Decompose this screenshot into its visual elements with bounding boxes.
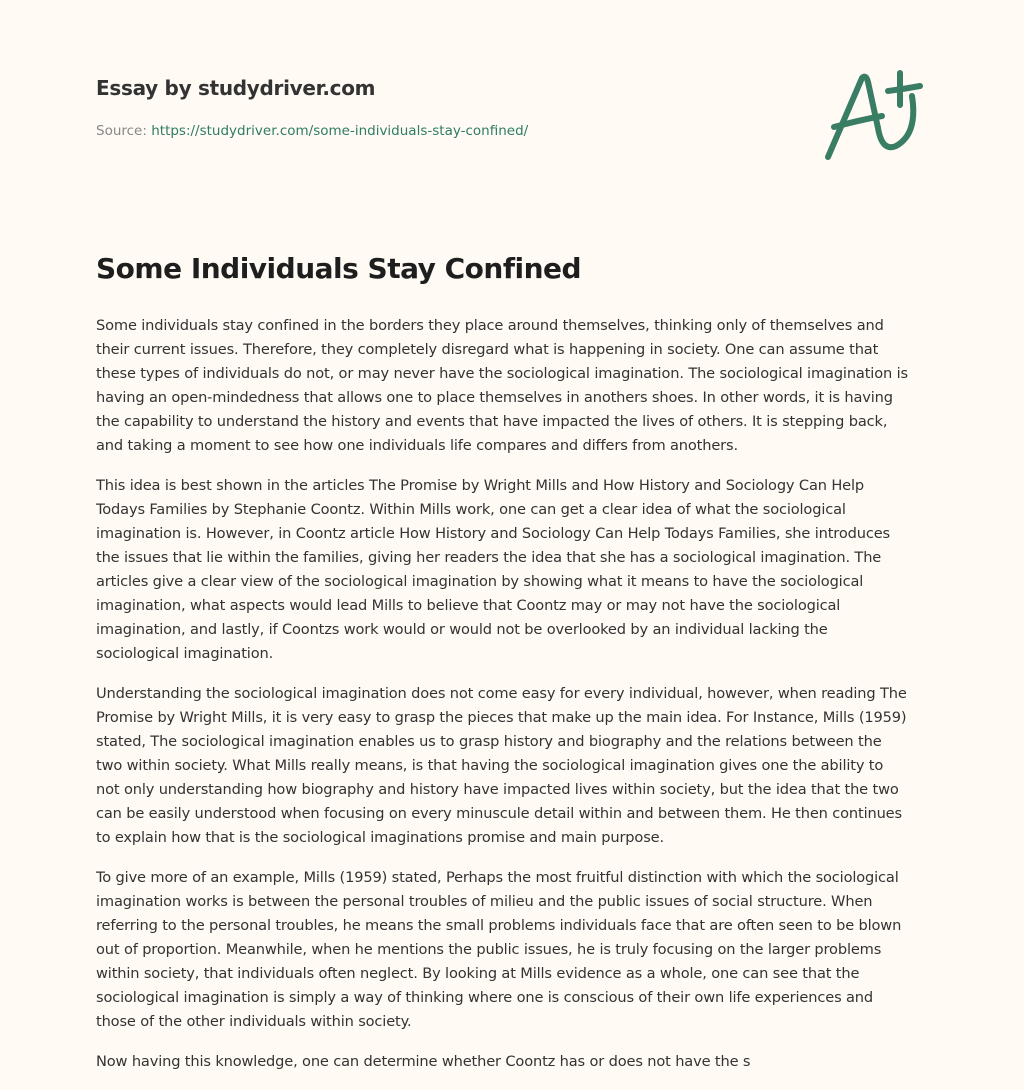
paragraph-line: To give more of an example, Mills (1959) stated, Perhaps the most fruitful distinction with which the sociological bbox=[96, 869, 899, 886]
essay-paragraph bbox=[96, 866, 936, 1034]
a-plus-logo-icon bbox=[820, 60, 940, 170]
essay-paragraph bbox=[96, 1050, 936, 1074]
paragraph-line: imagination is. However, in Coontz article How History and Sociology Can Help Todays Families, she introduces bbox=[96, 525, 890, 542]
source-label: Source: bbox=[96, 123, 152, 139]
essay-paragraph bbox=[96, 314, 936, 458]
paragraph-line: to explain how that is the sociological imaginations promise and main purpose. bbox=[96, 829, 664, 846]
paragraph-line: their current issues. Therefore, they completely disregard what is happening in society. One can assume that bbox=[96, 341, 879, 358]
paragraph-line: This idea is best shown in the articles The Promise by Wright Mills and How History and Sociology Can Help bbox=[96, 477, 865, 494]
paragraph-line: the capability to understand the history and events that have impacted the lives of others. It is stepping back, bbox=[96, 413, 888, 430]
page-title: Some Individuals Stay Confined bbox=[96, 252, 582, 285]
source-line bbox=[96, 123, 528, 139]
paragraph-line: within society, that individuals often neglect. By looking at Mills evidence as a whole, one can see that the bbox=[96, 965, 860, 982]
paragraph-line: imagination, and lastly, if Coontzs work would or would not be overlooked by an individual lacking the bbox=[96, 621, 828, 638]
paragraph-line: and taking a moment to see how one individuals life compares and differs from anothers. bbox=[96, 437, 738, 454]
paragraph-line: two within society. What Mills really means, is that having the sociological imagination gives one the ability to bbox=[96, 757, 884, 774]
paragraph-line: the issues that lie within the families, giving her readers the idea that she has a sociological imagination. The bbox=[96, 549, 882, 566]
paragraph-line: imagination works is between the personal troubles of milieu and the public issues of social structure. When bbox=[96, 893, 873, 910]
essay-paragraph bbox=[96, 682, 936, 850]
paragraph-line: referring to the personal troubles, he means the small problems individuals face that are often seen to be blown bbox=[96, 917, 902, 934]
paragraph-line: not only understanding how biography and history have impacted lives within society, but the idea that the two bbox=[96, 781, 899, 798]
essay-body bbox=[96, 314, 936, 1090]
paragraph-line: those of the other individuals within society. bbox=[96, 1013, 412, 1030]
paragraph-line: out of proportion. Meanwhile, when he mentions the public issues, he is truly focusing on the larger problems bbox=[96, 941, 882, 958]
source-link[interactable]: https://studydriver.com/some-individuals-stay-confined/ bbox=[151, 123, 529, 139]
paragraph-line: Todays Families by Stephanie Coontz. Within Mills work, one can get a clear idea of what the sociological bbox=[96, 501, 846, 518]
paragraph-line: Now having this knowledge, one can determine whether Coontz has or does not have the s bbox=[96, 1053, 751, 1070]
paragraph-line: stated, The sociological imagination enables us to grasp history and biography and the relations between the bbox=[96, 733, 882, 750]
essay-paragraph bbox=[96, 474, 936, 666]
paragraph-line: these types of individuals do not, or may never have the sociological imagination. The sociological imagination is bbox=[96, 365, 908, 382]
paragraph-line: can be easily understood when focusing on every minuscule detail within and between them. He then continues bbox=[96, 805, 902, 822]
paragraph-line: Promise by Wright Mills, it is very easy to grasp the pieces that make up the main idea. For Instance, Mills (1959) bbox=[96, 709, 907, 726]
paragraph-line: sociological imagination is simply a way of thinking where one is conscious of their own life experiences and bbox=[96, 989, 874, 1006]
paragraph-line: imagination, what aspects would lead Mills to believe that Coontz may or may not have the sociological bbox=[96, 597, 841, 614]
site-brand: Essay by studydriver.com bbox=[96, 76, 376, 100]
paragraph-line: articles give a clear view of the sociological imagination by showing what it means to have the sociological bbox=[96, 573, 864, 590]
paragraph-line: having an open-mindedness that allows one to place themselves in anothers shoes. In other words, it is having bbox=[96, 389, 893, 406]
paragraph-line: Some individuals stay confined in the borders they place around themselves, thinking only of themselves and bbox=[96, 317, 884, 334]
paragraph-line: sociological imagination. bbox=[96, 645, 274, 662]
paragraph-line: Understanding the sociological imagination does not come easy for every individual, however, when reading The bbox=[96, 685, 907, 702]
